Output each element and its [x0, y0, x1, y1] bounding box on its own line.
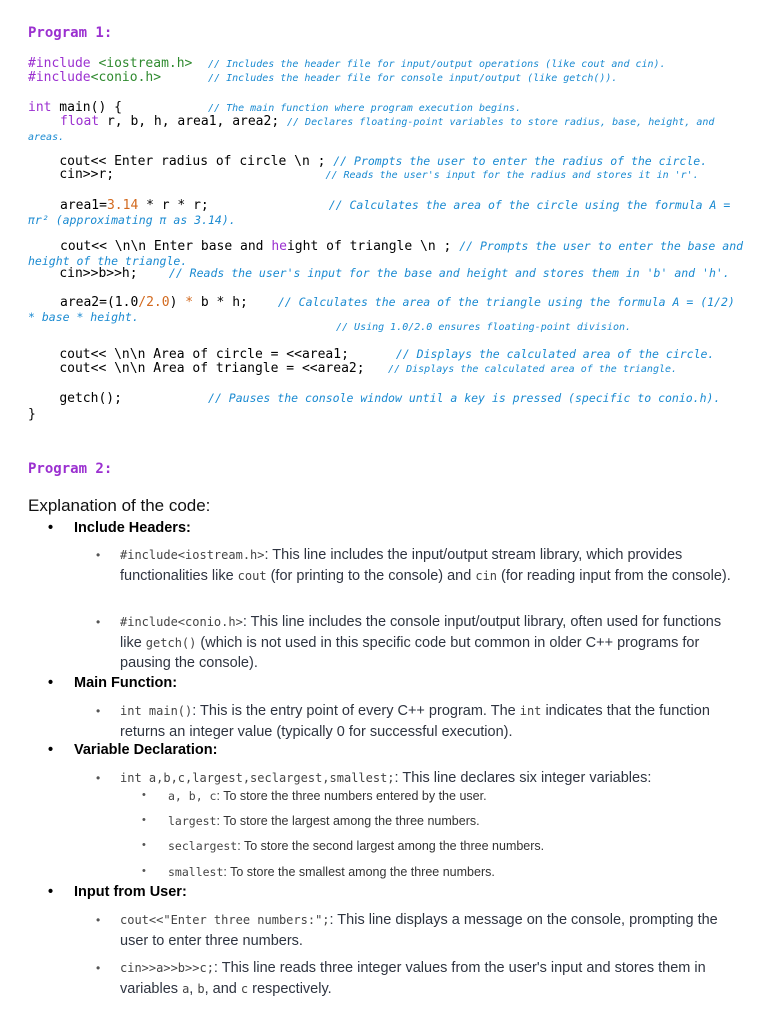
- item-text: : This line includes the input/output stream library, which provides functionalities like: [120, 547, 683, 584]
- item-text: , and: [204, 980, 241, 997]
- code-comment: // Prompts the user to enter the radius of the circle.: [333, 154, 708, 168]
- code-line-cout-base-height: [28, 239, 744, 269]
- inline-code: cin>>a>>b>>c;: [120, 961, 214, 975]
- list-item-main: [96, 701, 736, 742]
- inline-code: cin: [475, 568, 498, 583]
- inline-code: #include<iostream.h>: [120, 548, 265, 562]
- code-comment: // Includes the header file for input/output operations (like cout and cin).: [208, 59, 666, 70]
- sub-item-smallest: [142, 865, 742, 879]
- item-text: : To store the second largest among the three numbers.: [237, 839, 545, 853]
- code-comment: // Pauses the console window until a key is pressed (specific to conio.h).: [208, 391, 721, 405]
- section-title: Main Function:: [74, 675, 178, 691]
- code-line-area2-note: [336, 320, 736, 335]
- item-text: (for printing to the console) and: [266, 567, 476, 584]
- code-comment: // Displays the calculated area of the triangle.: [388, 364, 678, 375]
- item-text: : This line includes the console input/output library, often used for functions like: [120, 614, 722, 651]
- inline-code: largest: [168, 814, 217, 828]
- bullet: •: [96, 615, 101, 629]
- statement: cout<< \n\n Enter base and: [60, 239, 272, 254]
- item-text: : To store the three numbers entered by the user.: [216, 789, 487, 803]
- program1-heading: Program 1:: [28, 25, 113, 41]
- list-item-input-cin: [96, 958, 736, 999]
- statement: cin>>b>>h;: [59, 266, 138, 281]
- item-text: : This line reads three integer values from the user's input and stores them in variables: [120, 960, 706, 997]
- list-item-include-iostream: [96, 545, 736, 586]
- statement-rest: ight of triangle \n ;: [286, 239, 452, 254]
- code-line-output-triangle: [28, 362, 744, 377]
- bullet: •: [96, 704, 101, 718]
- statement: cin>>r;: [59, 167, 115, 182]
- item-text: : To store the largest among the three numbers.: [216, 814, 480, 828]
- inline-code: cout: [237, 568, 267, 583]
- item-text: (for reading input from the console).: [497, 567, 731, 584]
- code-line-include-conio: [28, 71, 744, 86]
- inline-code: seclargest: [168, 839, 238, 853]
- item-text: ,: [189, 980, 198, 997]
- code-line-declaration: [28, 115, 744, 145]
- bullet: •: [96, 548, 101, 562]
- code-line-getch: [28, 391, 744, 406]
- code-comment: // Reads the user's input for the base and height and stores them in 'b' and 'h'.: [168, 266, 730, 280]
- program2-heading: Program 2:: [28, 461, 113, 477]
- close-brace: }: [28, 407, 36, 422]
- section-title: Input from User:: [74, 884, 187, 900]
- sub-item-seclargest: [142, 839, 742, 853]
- inline-code: int a,b,c,largest,seclargest,smallest;: [120, 771, 395, 785]
- code-line-area1: [28, 198, 744, 228]
- item-text: : To store the smallest among the three numbers.: [223, 865, 495, 879]
- main-signature: main() {: [51, 100, 122, 115]
- statement: area2=(1.0: [60, 295, 139, 310]
- statement: cout<< \n\n Area of triangle = <<area2;: [59, 361, 365, 376]
- number-literal: 2.0: [146, 295, 170, 310]
- inline-code: b: [197, 981, 205, 996]
- code-comment: // Using 1.0/2.0 ensures floating-point division.: [336, 322, 632, 333]
- code-line-output-circle: [28, 347, 744, 362]
- bullet: •: [142, 814, 146, 826]
- bullet: •: [48, 884, 54, 900]
- code-line-cin-radius: [28, 168, 744, 183]
- statement-rest: b * h;: [193, 295, 248, 310]
- bullet: •: [48, 742, 54, 758]
- operator: /: [138, 295, 147, 310]
- bullet: •: [48, 675, 54, 691]
- statement: getch();: [59, 391, 122, 406]
- code-comment: // Calculates the area of the circle using the formula A = πr² (approximating π as 3.14).: [28, 198, 731, 227]
- inline-code: a, b, c: [168, 789, 217, 803]
- header-file: <iostream.h>: [98, 56, 193, 71]
- code-comment: // Reads the user's input for the radius and stores it in 'r'.: [325, 170, 699, 181]
- bullet: •: [142, 839, 146, 851]
- item-text: indicates that the function returns an integer value (typically 0 for successful execution).: [120, 703, 710, 740]
- declaration-vars: r, b, h, area1, area2;: [99, 114, 280, 129]
- inline-code: cout<<"Enter three numbers:";: [120, 913, 330, 927]
- code-comment: // The main function where program execution begins.: [208, 103, 522, 114]
- list-item-variables: [96, 768, 736, 789]
- statement: cout<< Enter radius of circle \n ;: [59, 154, 326, 169]
- bullet: •: [142, 865, 146, 877]
- code-comment: // Declares floating-point variables to store radius, base, height, and areas.: [28, 117, 715, 143]
- list-item-include-conio: [96, 612, 736, 674]
- bullet: •: [96, 961, 101, 975]
- item-text: respectively.: [248, 980, 332, 997]
- bullet: •: [142, 789, 146, 801]
- statement: cout<< \n\n Area of circle = <<area1;: [59, 347, 349, 362]
- code-comment: // Displays the calculated area of the circle.: [395, 347, 715, 361]
- inline-code: #include<conio.h>: [120, 615, 243, 629]
- statement-part: ): [169, 295, 186, 310]
- item-text: : This line displays a message on the console, prompting the user to enter three numbers.: [120, 912, 718, 949]
- statement-rest: * r * r;: [138, 198, 209, 213]
- inline-code: int: [519, 704, 542, 718]
- bullet: •: [48, 520, 54, 536]
- directive: #include: [28, 56, 99, 71]
- number-literal: 3.14: [106, 198, 139, 213]
- bullet: •: [96, 771, 101, 785]
- code-line-close-brace: [28, 408, 744, 422]
- code-comment: // Calculates the area of the triangle using the formula A = (1/2) * base * height.: [28, 295, 735, 324]
- bullet: •: [96, 913, 101, 927]
- keyword: int: [28, 100, 52, 115]
- header-file: <conio.h>: [90, 70, 162, 85]
- list-item-input-cout: [96, 910, 736, 951]
- operator: *: [185, 295, 194, 310]
- inline-code: c: [240, 981, 249, 996]
- item-text: : This line declares six integer variables:: [394, 770, 652, 786]
- sub-item-abc: [142, 789, 742, 803]
- directive: #include: [28, 70, 91, 85]
- item-text: : This is the entry point of every C++ program. The: [192, 703, 520, 719]
- keyword: float: [60, 114, 100, 129]
- sub-item-largest: [142, 814, 742, 828]
- code-line-cin-base-height: [28, 266, 744, 281]
- inline-code: int main(): [120, 704, 193, 718]
- inline-code: a: [182, 981, 190, 996]
- inline-code: getch(): [145, 635, 197, 650]
- statement: area1=: [60, 198, 107, 213]
- section-title: Variable Declaration:: [74, 742, 218, 758]
- code-comment: // Includes the header file for console input/output (like getch()).: [208, 73, 618, 84]
- section-title: Include Headers:: [74, 520, 191, 536]
- item-text: (which is not used in this specific code but common in older C++ programs for pausing the console).: [120, 634, 700, 671]
- explanation-title: Explanation of the code:: [28, 496, 211, 515]
- inline-code: smallest: [168, 865, 224, 879]
- keyword: he: [271, 239, 287, 254]
- code-comment: // Prompts the user to enter the base and height of the triangle.: [28, 239, 744, 268]
